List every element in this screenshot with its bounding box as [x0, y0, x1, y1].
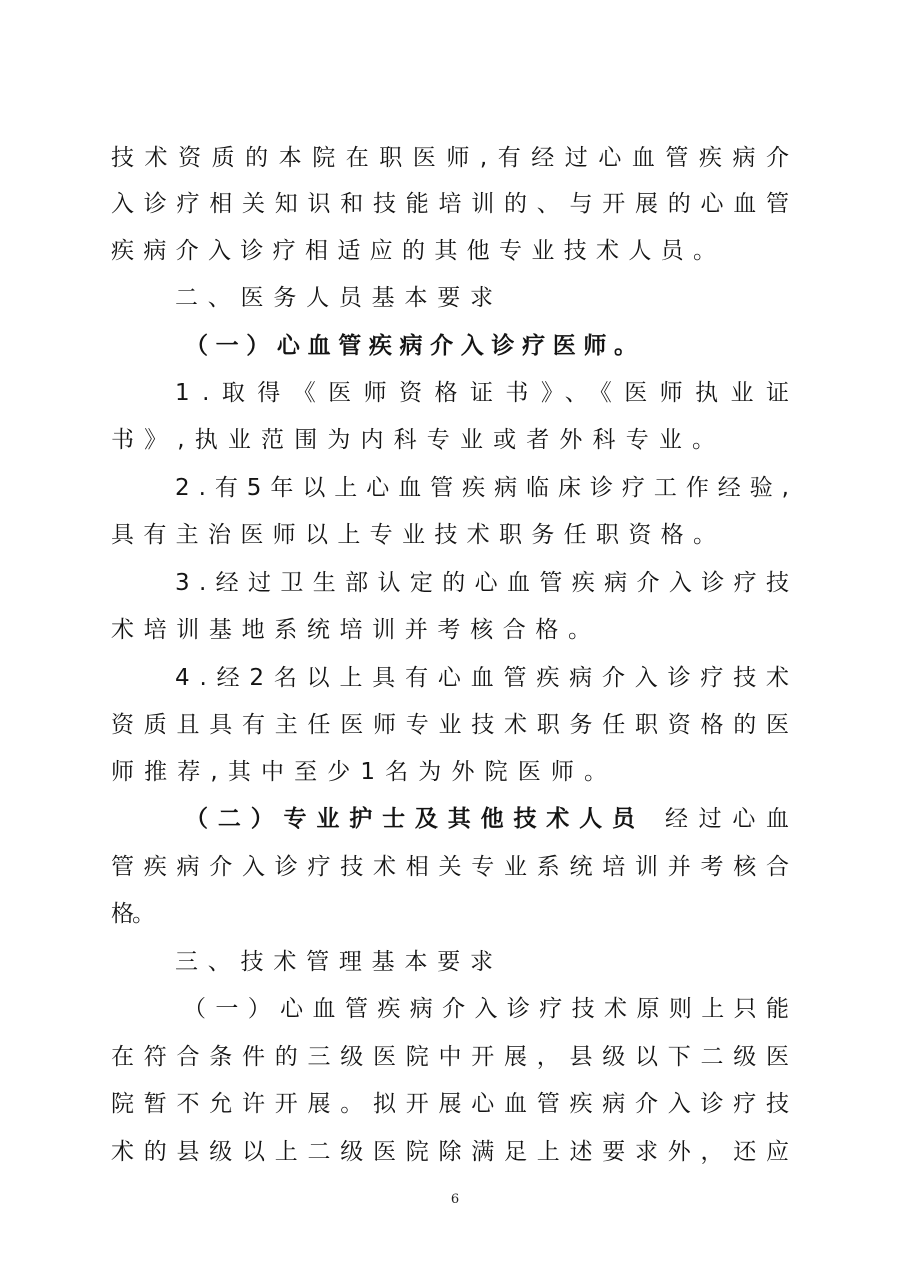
text-line: 1.取得《医师资格证书》、《医师执业证: [175, 380, 802, 406]
text-line: 术培训基地系统培训并考核合格。: [111, 617, 601, 643]
text-run: 经过心血: [665, 806, 800, 832]
section-heading: 三、技术管理基本要求: [175, 949, 503, 975]
text-line: 师推荐,其中至少1名为外院医师。: [111, 759, 618, 785]
text-line: 院暂不允许开展。拟开展心血管疾病介入诊疗技: [111, 1091, 799, 1117]
text-line: 管疾病介入诊疗技术相关专业系统培训并考核合: [111, 854, 799, 880]
subsection-heading: （一）心血管疾病介入诊疗医师。: [185, 333, 645, 359]
text-line: 书》,执业范围为内科专业或者外科专业。: [111, 427, 726, 453]
text-line: 疾病介入诊疗相适应的其他专业技术人员。: [111, 238, 726, 264]
section-heading: 二、医务人员基本要求: [175, 285, 503, 311]
text-line: 4.经2名以上具有心血管疾病介入诊疗技术: [175, 665, 799, 691]
text-line: 2.有5年以上心血管疾病临床诊疗工作经验,: [175, 475, 798, 501]
page-number: 6: [450, 1192, 460, 1207]
text-line: 技术资质的本院在职医师,有经过心血管疾病介: [111, 145, 800, 171]
text-line: 在符合条件的三级医院中开展，县级以下二级医: [111, 1044, 799, 1070]
text-line: 术的县级以上二级医院除满足上述要求外，还应: [111, 1139, 799, 1165]
text-line: 资质且具有主任医师专业技术职务任职资格的医: [111, 712, 799, 738]
text-line: 入诊疗相关知识和技能培训的、与开展的心血管: [111, 191, 799, 217]
text-line: 具有主治医师以上专业技术职务任职资格。: [111, 522, 726, 548]
text-line: 格。: [111, 901, 153, 927]
paragraph-with-heading: [0, 797, 910, 841]
text-line: 3.经过卫生部认定的心血管疾病介入诊疗技: [175, 570, 799, 596]
subsection-heading: （二）专业护士及其他技术人员: [185, 806, 645, 832]
text-line: （一）心血管疾病介入诊疗技术原则上只能: [183, 996, 799, 1022]
